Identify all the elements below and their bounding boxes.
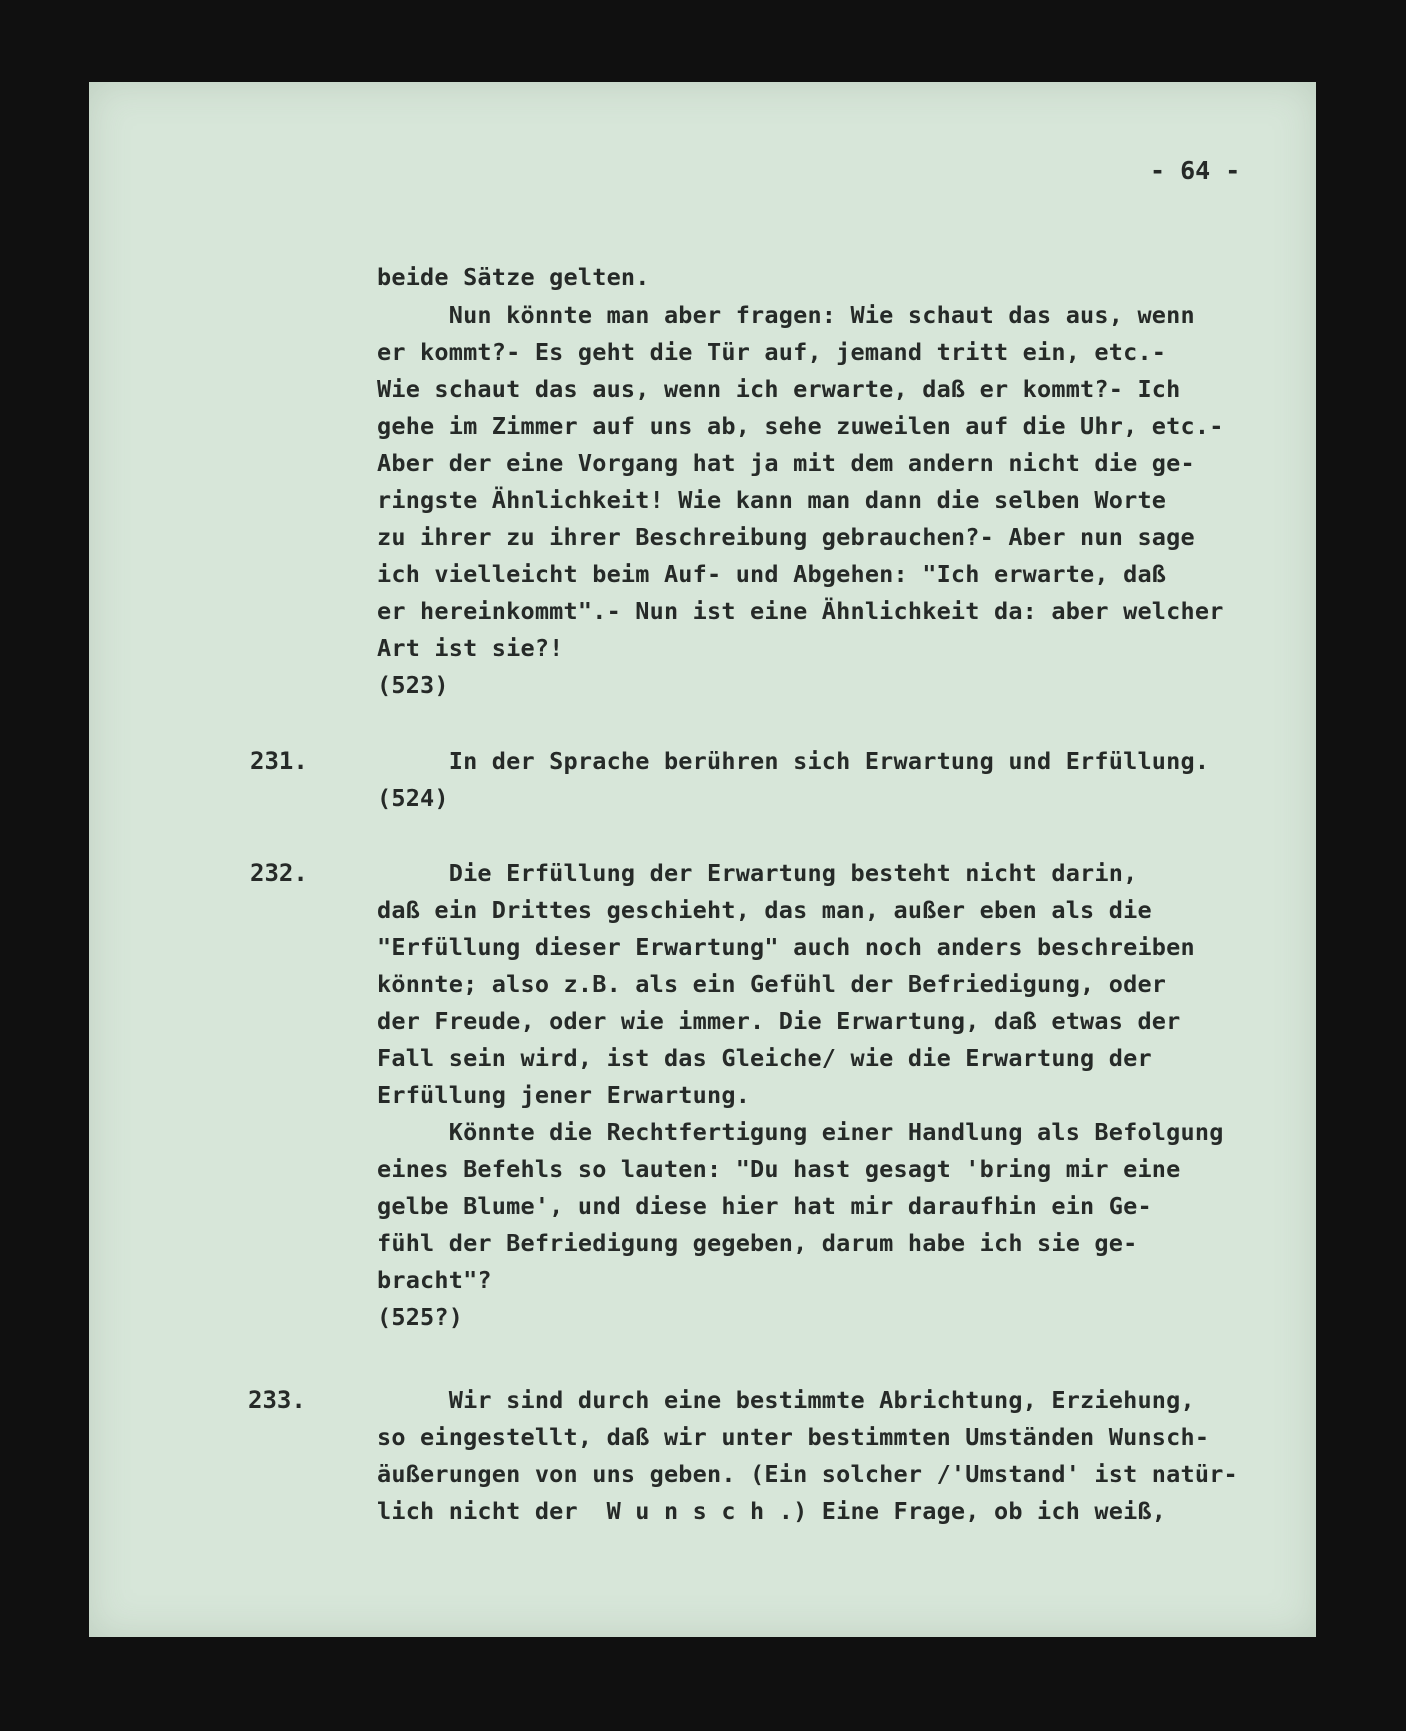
text-line: könnte; also z.B. als ein Gefühl der Befriedigung, oder (377, 970, 1167, 998)
text-line: fühl der Befriedigung gegeben, darum habe ich sie ge- (377, 1229, 1138, 1257)
text-line: so eingestellt, daß wir unter bestimmten Umständen Wunsch- (377, 1423, 1210, 1451)
text-line: Art ist sie?! (377, 634, 564, 662)
text-line: Aber der eine Vorgang hat ja mit dem andern nicht die ge- (377, 449, 1195, 477)
text-line: Könnte die Rechtfertigung einer Handlung als Befolgung (377, 1118, 1224, 1146)
text-line: Die Erfüllung der Erwartung besteht nicht darin, (377, 859, 1138, 887)
remark-number: 233. (248, 1386, 306, 1414)
text-line: bracht"? (377, 1266, 492, 1294)
text-line: Erfüllung jener Erwartung. (377, 1081, 751, 1109)
text-line: Wie schaut das aus, wenn ich erwarte, daß er kommt?- Ich (377, 375, 1181, 403)
text-line: er hereinkommt".- Nun ist eine Ähnlichkeit da: aber welcher (377, 597, 1224, 625)
text-line: Fall sein wird, ist das Gleiche/ wie die Erwartung der (377, 1044, 1152, 1072)
text-line: ich vielleicht beim Auf- und Abgehen: "Ich erwarte, daß (377, 560, 1167, 588)
text-line: zu ihrer zu ihrer Beschreibung gebrauchen?- Aber nun sage (377, 523, 1195, 551)
text-line: er kommt?- Es geht die Tür auf, jemand tritt ein, etc.- (377, 338, 1167, 366)
text-line: Nun könnte man aber fragen: Wie schaut das aus, wenn (377, 301, 1195, 329)
text-line: gehe im Zimmer auf uns ab, sehe zuweilen auf die Uhr, etc.- (377, 412, 1224, 440)
text-line: ringste Ähnlichkeit! Wie kann man dann die selben Worte (377, 486, 1167, 514)
text-line: In der Sprache berühren sich Erwartung und Erfüllung. (377, 747, 1210, 775)
text-line: eines Befehls so lauten: "Du hast gesagt 'bring mir eine (377, 1155, 1181, 1183)
text-line: der Freude, oder wie immer. Die Erwartung, daß etwas der (377, 1007, 1181, 1035)
text-line: lich nicht der W u n s c h .) Eine Frage, ob ich weiß, (377, 1497, 1167, 1525)
remark-number: 231. (250, 747, 308, 775)
page-number: - 64 - (1150, 156, 1241, 185)
reference-number: (523) (377, 671, 449, 699)
reference-number: (525?) (377, 1303, 464, 1331)
text-line: gelbe Blume', und diese hier hat mir daraufhin ein Ge- (377, 1192, 1152, 1220)
remark-number: 232. (250, 859, 308, 887)
reference-number: (524) (377, 784, 449, 812)
text-line: daß ein Drittes geschieht, das man, außer eben als die (377, 896, 1152, 924)
text-line: "Erfüllung dieser Erwartung" auch noch anders beschreiben (377, 933, 1195, 961)
text-line: äußerungen von uns geben. (Ein solcher /'Umstand' ist natür- (377, 1460, 1238, 1488)
text-line: beide Sätze gelten. (377, 263, 650, 291)
text-line: Wir sind durch eine bestimmte Abrichtung, Erziehung, (377, 1386, 1195, 1414)
